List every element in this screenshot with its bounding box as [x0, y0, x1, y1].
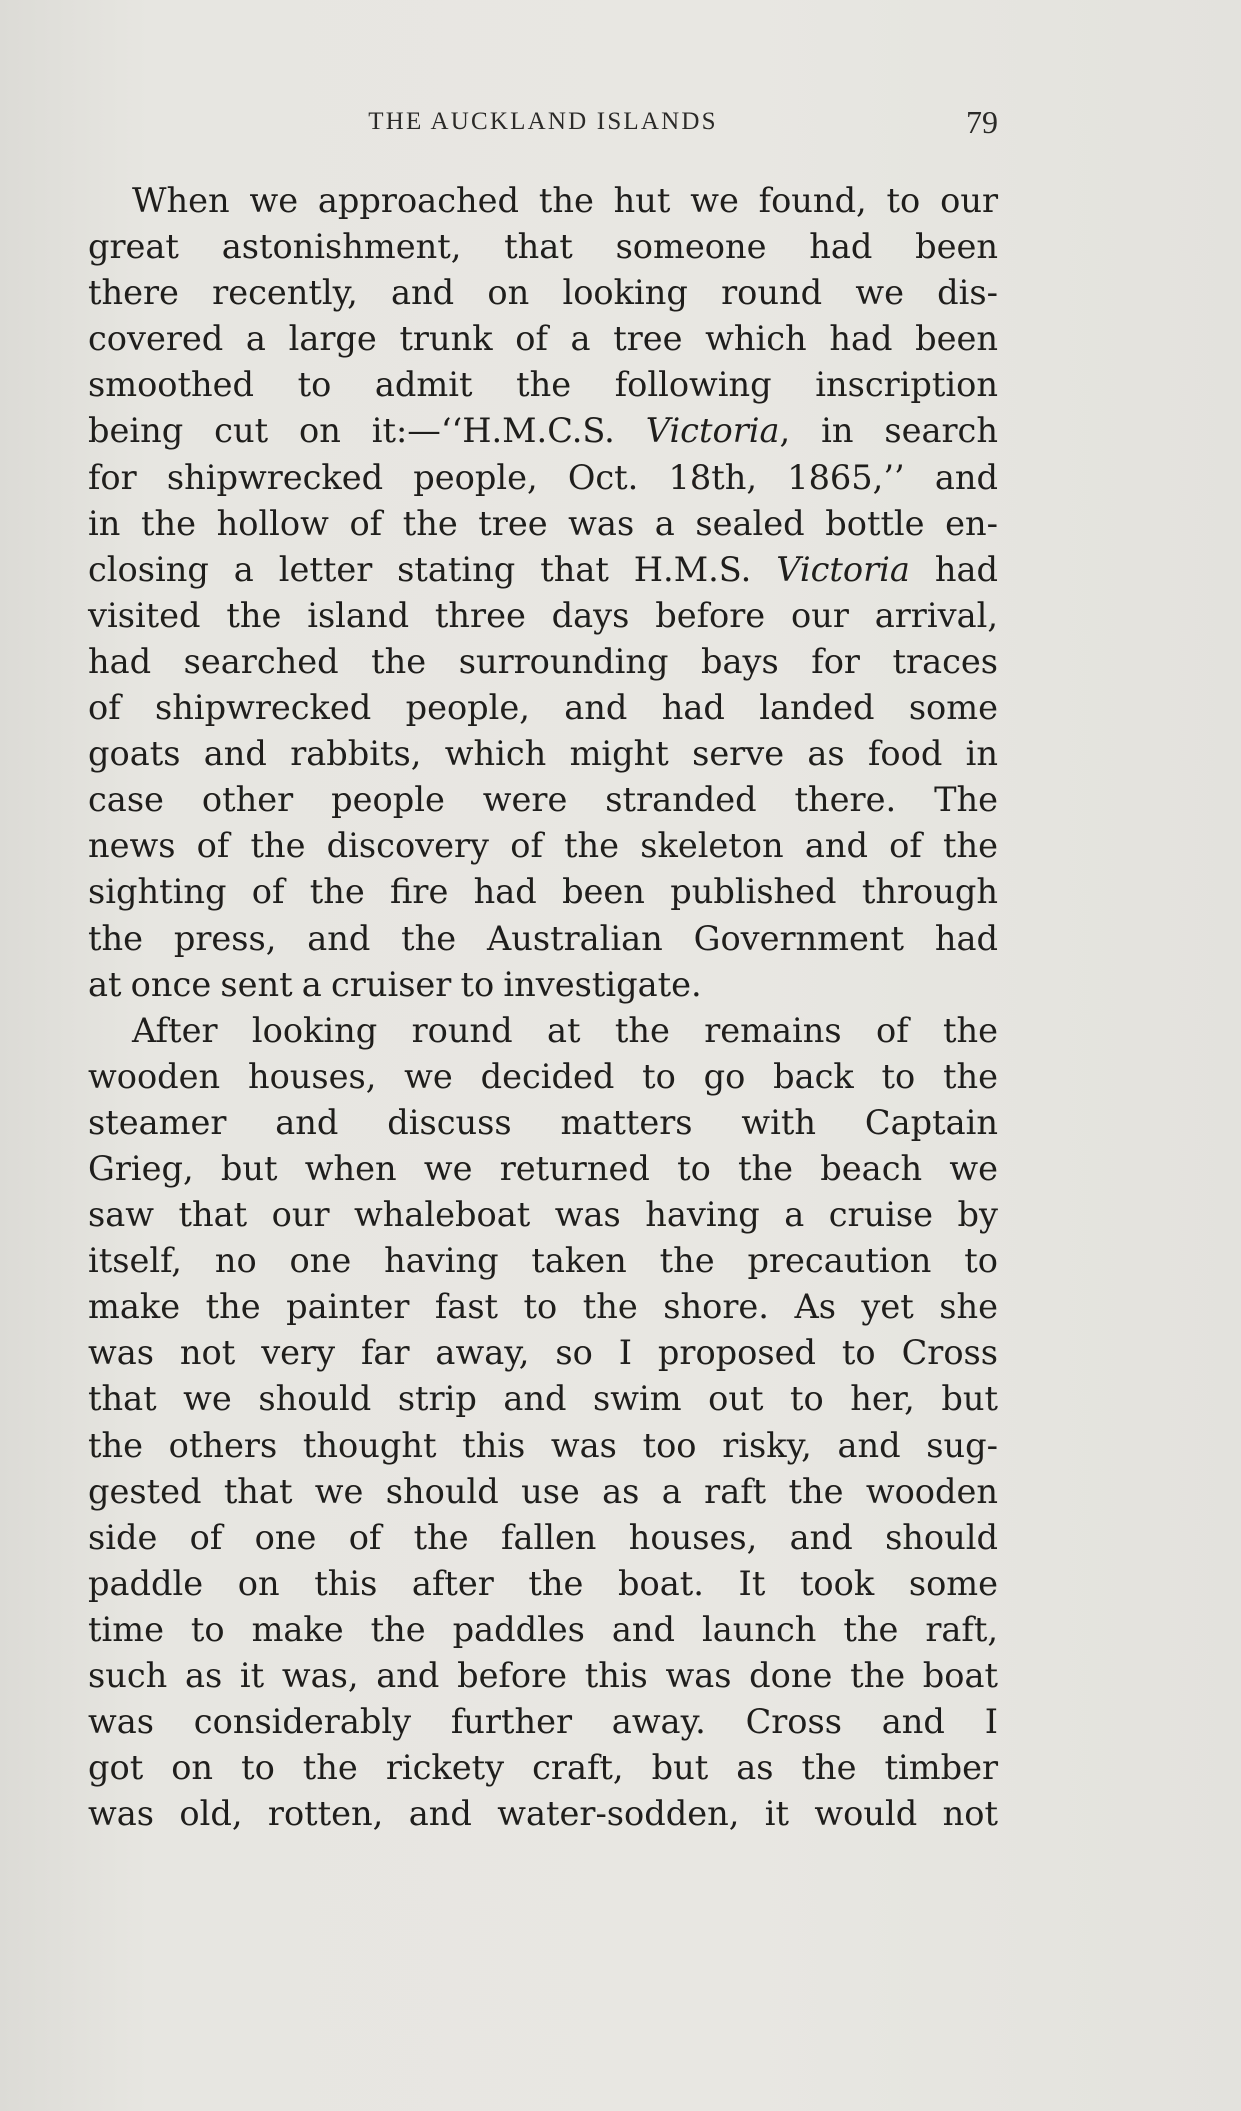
text-line: being cut on it:—‘‘H.M.C.S. Victoria, in search [88, 411, 998, 451]
body-text [88, 178, 998, 1837]
text-line: there recently, and on looking round we dis- [88, 273, 998, 313]
text-line: paddle on this after the boat. It took some [88, 1563, 998, 1603]
paragraph-2 [88, 1008, 998, 1838]
text-line: itself, no one having taken the precaution to [88, 1241, 998, 1281]
text-line: was not very far away, so I proposed to Cross [88, 1333, 998, 1373]
text-line: news of the discovery of the skeleton and of the [88, 826, 998, 866]
text-line: side of one of the fallen houses, and should [88, 1517, 998, 1557]
text-line: in the hollow of the tree was a sealed bottle en- [88, 503, 998, 543]
text-line: Grieg, but when we returned to the beach we [88, 1148, 998, 1188]
text-line: make the painter fast to the shore. As yet she [88, 1287, 998, 1327]
text-line: steamer and discuss matters with Captain [88, 1102, 998, 1142]
page-number: 79 [966, 104, 998, 140]
text-line: case other people were stranded there. The [88, 780, 998, 820]
text-line: closing a letter stating that H.M.S. Victoria had [88, 549, 998, 589]
text-line: for shipwrecked people, Oct. 18th, 1865,’’ and [88, 457, 998, 497]
paragraph-1 [88, 178, 998, 1008]
ship-name-italic: Victoria [776, 549, 910, 589]
text-line: great astonishment, that someone had been [88, 227, 998, 267]
text-line: goats and rabbits, which might serve as food in [88, 734, 998, 774]
text-line: covered a large trunk of a tree which had been [88, 319, 998, 359]
text-line: After looking round at the remains of the [132, 1010, 998, 1050]
text-line: was old, rotten, and water-sodden, it would not [88, 1794, 998, 1834]
text-line: saw that our whaleboat was having a cruise by [88, 1195, 998, 1235]
text-line: sighting of the fire had been published through [88, 872, 998, 912]
text-line: such as it was, and before this was done the boat [88, 1656, 998, 1695]
text-line: got on to the rickety craft, but as the timber [88, 1748, 998, 1788]
text-line: wooden houses, we decided to go back to the [88, 1056, 998, 1096]
text-line: the others thought this was too risky, and sug- [88, 1425, 998, 1465]
text-line: the press, and the Australian Government had [88, 918, 998, 958]
text-line: that we should strip and swim out to her, but [88, 1379, 998, 1419]
text-line: of shipwrecked people, and had landed some [88, 688, 998, 728]
text-line: at once sent a cruiser to investigate. [88, 964, 702, 1004]
running-title: THE AUCKLAND ISLANDS [368, 108, 718, 135]
text-line: was considerably further away. Cross and I [88, 1702, 998, 1742]
text-line: gested that we should use as a raft the wooden [88, 1471, 998, 1511]
text-line: had searched the surrounding bays for traces [88, 641, 998, 681]
running-head [88, 104, 998, 144]
text-line: smoothed to admit the following inscription [88, 365, 998, 405]
text-line: When we approached the hut we found, to our [132, 181, 998, 220]
text-line: time to make the paddles and launch the raft, [88, 1609, 998, 1649]
text-line: visited the island three days before our arrival, [88, 595, 998, 635]
ship-name-italic: Victoria [645, 411, 780, 451]
